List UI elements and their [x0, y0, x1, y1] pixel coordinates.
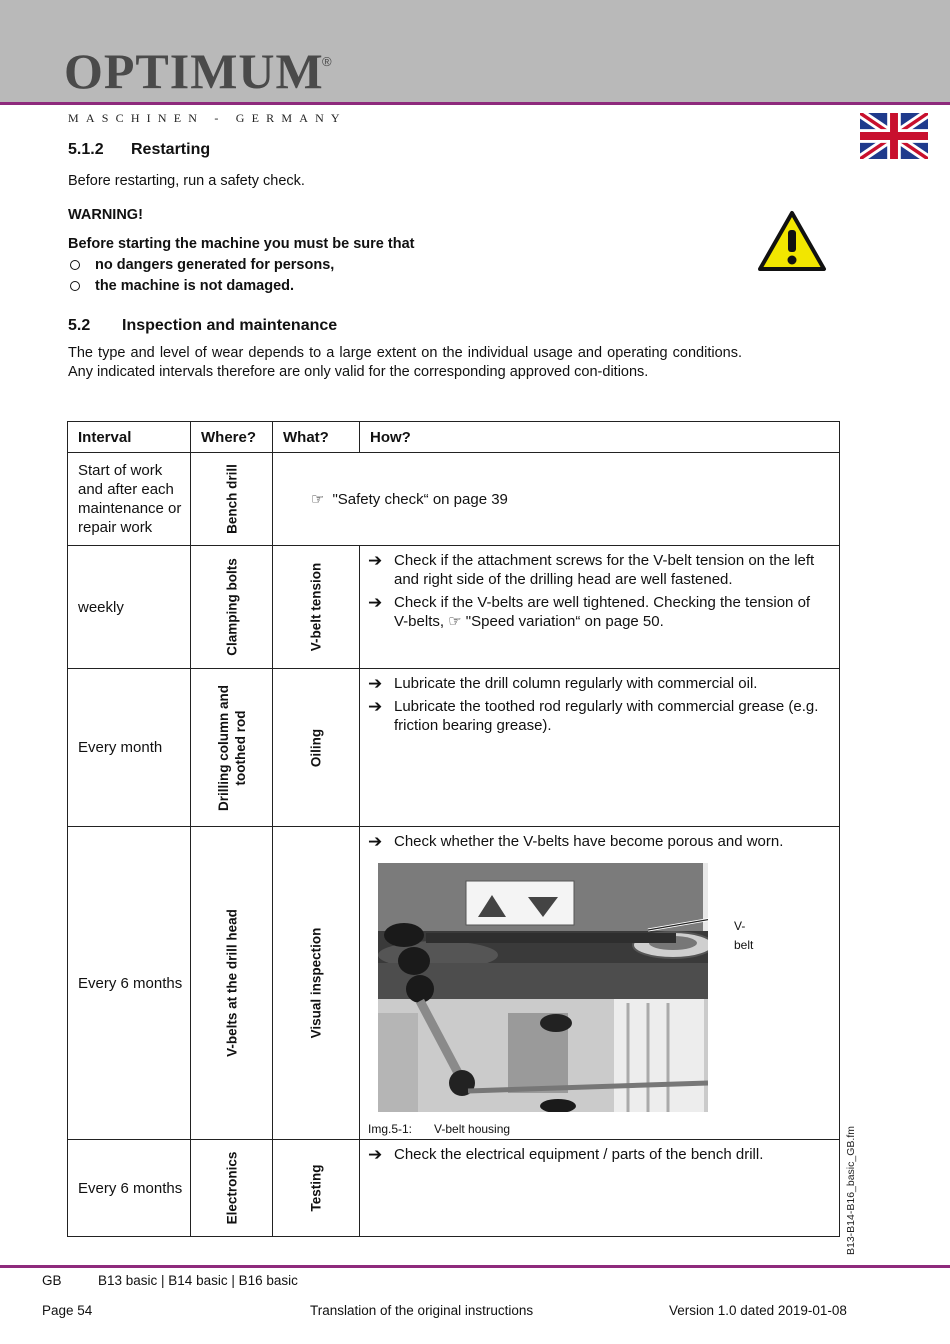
warning-label: WARNING! [68, 207, 143, 223]
interval-cell: Start of work and after each maintenance or repair work [68, 453, 191, 546]
how-text: Lubricate the drill column regularly with commercial oil. [394, 675, 758, 692]
footer-page-number: Page 54 [42, 1303, 93, 1318]
where-text-line: Drilling column and [215, 684, 231, 811]
table-row [68, 1140, 840, 1237]
how-item [368, 551, 827, 589]
circle-bullet-icon [70, 281, 80, 291]
how-cell [360, 1140, 840, 1237]
image-caption [368, 1120, 827, 1139]
v-belt-housing-photo [378, 863, 708, 1112]
how-text: Check if the V-belts are well tightened. Checking the tension of V-belts, ☞ "Speed variation“ on page 50. [394, 594, 811, 630]
registered-mark: ® [322, 54, 332, 69]
v-belt-callout-label: V-belt [734, 919, 754, 952]
caption-id: Img.5-1: [368, 1122, 413, 1136]
caption-text: V-belt housing [434, 1122, 511, 1136]
header-how: How? [360, 422, 840, 453]
header-what: What? [273, 422, 360, 453]
brand-logo: OPTIMUM [64, 43, 324, 99]
how-item [368, 1145, 827, 1164]
interval-cell: Every 6 months [68, 827, 191, 1140]
where-text: Clamping bolts [224, 558, 239, 656]
what-text: V-belt tension [308, 562, 324, 652]
how-item [368, 697, 827, 735]
what-text: Oiling [308, 728, 324, 767]
uk-flag-icon [860, 113, 928, 159]
arrow-right-icon: ➔ [368, 697, 383, 716]
where-text: Bench drill [224, 464, 239, 534]
arrow-right-icon: ➔ [368, 593, 383, 612]
footer-version: Version 1.0 dated 2019-01-08 [669, 1303, 847, 1318]
how-item [368, 674, 827, 693]
warning-lead: Before starting the machine you must be sure that [68, 236, 415, 252]
table-row [68, 669, 840, 827]
header-interval: Interval [68, 422, 191, 453]
brand-tagline: MASCHINEN - GERMANY [68, 111, 347, 125]
what-cell [273, 546, 360, 669]
how-text: Lubricate the toothed rod regularly with commercial grease (e.g. friction bearing grease). [394, 698, 819, 734]
where-text: V-belts at the drill head [224, 909, 239, 1057]
arrow-right-icon: ➔ [368, 1145, 383, 1164]
inspection-paragraph: The type and level of wear depends to a large extent on the individual usage and operating conditions. Any indicated intervals therefore are only valid for the corresponding approved con-ditions. [68, 345, 742, 380]
footer-language: GB [42, 1273, 62, 1288]
safety-check-link[interactable]: "Safety check“ on page 39 [332, 491, 508, 508]
interval-cell: Every month [68, 669, 191, 827]
what-cell [273, 669, 360, 827]
table-row [68, 453, 840, 546]
where-text-line: toothed rod [232, 710, 248, 785]
how-item [368, 593, 827, 631]
warning-item-1: no dangers generated for persons, [95, 257, 335, 273]
table-row [68, 546, 840, 669]
footer-rule [0, 1265, 950, 1268]
what-cell [273, 1140, 360, 1237]
header-where: Where? [191, 422, 273, 453]
arrow-right-icon: ➔ [368, 674, 383, 693]
page-reference-icon: ☞ [311, 491, 325, 508]
where-cell [191, 1140, 273, 1237]
warning-item-2: the machine is not damaged. [95, 278, 295, 294]
how-text: Check if the attachment screws for the V-belt tension on the left and right side of the drilling head are well fastened. [394, 552, 815, 588]
where-cell [191, 546, 273, 669]
how-text: Check the electrical equipment / parts of the bench drill. [394, 1146, 764, 1163]
footer-translation-note: Translation of the original instructions [310, 1303, 534, 1318]
section-number-52: 5.2 [68, 317, 91, 334]
how-item [368, 832, 827, 851]
table-row [68, 827, 840, 1140]
what-text: Testing [308, 1164, 324, 1212]
where-text: Electronics [224, 1151, 239, 1225]
how-cell [360, 669, 840, 827]
section-title-restarting: Restarting [131, 141, 211, 158]
where-cell [191, 453, 273, 546]
arrow-right-icon: ➔ [368, 551, 383, 570]
circle-bullet-icon [70, 260, 80, 270]
what-text: Visual inspection [308, 927, 324, 1039]
how-text: Check whether the V-belts have become porous and worn. [394, 833, 784, 850]
where-cell [191, 827, 273, 1140]
what-cell [273, 827, 360, 1140]
footer-models: B13 basic | B14 basic | B16 basic [98, 1273, 298, 1288]
maintenance-table [67, 421, 840, 1237]
reference-cell [273, 453, 840, 546]
section-title-inspection: Inspection and maintenance [122, 317, 338, 334]
arrow-right-icon: ➔ [368, 832, 383, 851]
restart-intro: Before restarting, run a safety check. [68, 173, 305, 189]
how-cell [360, 827, 840, 1140]
table-header-row [68, 422, 840, 453]
how-cell [360, 546, 840, 669]
warning-triangle-icon [757, 210, 827, 272]
v-belt-photo-figure [378, 863, 754, 1112]
where-text [215, 684, 249, 810]
interval-cell: weekly [68, 546, 191, 669]
where-cell [191, 669, 273, 827]
section-number-512: 5.1.2 [68, 141, 104, 158]
interval-cell: Every 6 months [68, 1140, 191, 1237]
header-rule [0, 102, 950, 105]
source-file-label: B13-B14-B16_basic_GB.fm [845, 1126, 857, 1255]
